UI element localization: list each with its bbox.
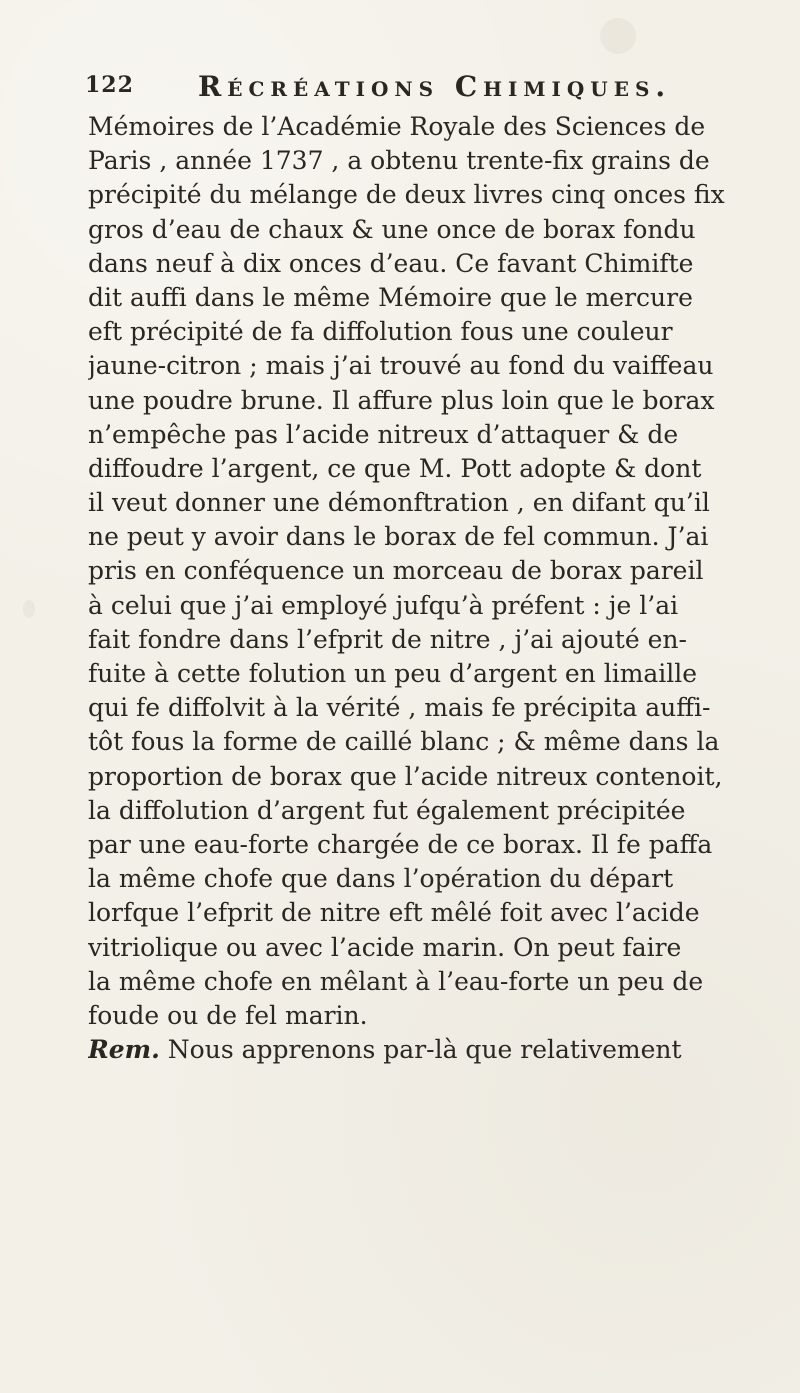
text-line: diffoudre l’argent, ce que M. Pott adopte & dont (88, 453, 702, 483)
text-line: vitriolique ou avec l’acide marin. On peut faire (88, 932, 682, 962)
text-line: proportion de borax que l’acide nitreux contenoit, (88, 761, 723, 791)
text-line: la même chofe que dans l’opération du départ (88, 864, 674, 894)
text-line: une poudre brune. Il affure plus loin que le borax (88, 385, 715, 415)
page-number: 122 (85, 72, 134, 98)
body-text (88, 110, 728, 1067)
text-line: Paris , année 1737 , a obtenu trente-fix grains de (88, 146, 710, 176)
text-line: dit auffi dans le même Mémoire que le mercure (88, 282, 693, 312)
page-header (85, 70, 715, 110)
text-line: tôt fous la forme de caillé blanc ; & même dans la (88, 727, 720, 757)
text-line: foude ou de fel marin. (88, 1000, 368, 1030)
text-line: la même chofe en mêlant à l’eau-forte un peu de (88, 966, 704, 996)
remark-line (88, 1033, 728, 1067)
text-line: précipité du mélange de deux livres cinq onces fix (88, 180, 725, 210)
text-line: dans neuf à dix onces d’eau. Ce favant Chimifte (88, 248, 694, 278)
text-line: par une eau-forte chargée de ce borax. Il fe paffa (88, 829, 713, 859)
text-line: qui fe diffolvit à la vérité , mais fe précipita auffi- (88, 693, 711, 723)
text-line: Mémoires de l’Académie Royale des Sciences de (88, 112, 706, 141)
text-line: n’empêche pas l’acide nitreux d’attaquer & de (88, 419, 679, 449)
paper-stain (600, 18, 636, 54)
text-line: fuite à cette folution un peu d’argent en limaille (88, 659, 698, 688)
text-line: il veut donner une démonftration , en difant qu’il (88, 488, 710, 518)
text-line: ne peut y avoir dans le borax de fel commun. J’ai (88, 522, 709, 552)
text-line: la diffolution d’argent fut également précipitée (88, 795, 686, 825)
running-title: Récréations Chimiques. (198, 70, 672, 103)
remark-label: Rem. (88, 1035, 160, 1065)
text-line: lorfque l’efprit de nitre eft mêlé foit avec l’acide (88, 898, 700, 928)
text-line: eft précipité de fa diffolution fous une couleur (88, 317, 673, 347)
text-line: à celui que j’ai employé jufqu’à préfent : je l’ai (88, 590, 679, 620)
paper-mark (23, 600, 35, 618)
text-line: pris en conféquence un morceau de borax pareil (88, 556, 704, 586)
text-line: gros d’eau de chaux & une once de borax fondu (88, 214, 696, 244)
text-line: fait fondre dans l’efprit de nitre , j’ai ajouté en- (88, 624, 687, 654)
remark-text: Nous apprenons par-là que relativement (159, 1035, 682, 1065)
text-line: jaune-citron ; mais j’ai trouvé au fond du vaiffeau (88, 351, 714, 381)
